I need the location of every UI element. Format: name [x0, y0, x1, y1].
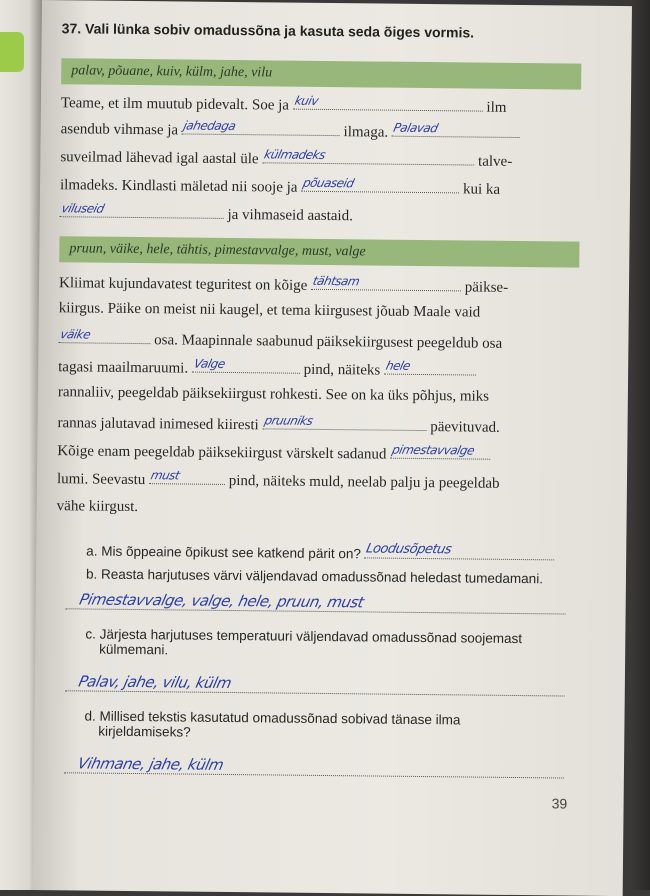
- handwritten-answer: jahedaga: [182, 118, 238, 134]
- blank-3[interactable]: [392, 122, 520, 138]
- handwritten-answer: pruuniks: [263, 413, 315, 428]
- text1-line4: ilmadeks. Kindlasti mäletad nii sooje ja põuaseid kui ka: [59, 175, 501, 198]
- answer-a[interactable]: [365, 543, 555, 560]
- text2-line4: tagasi maailmaruumi. Valge pind, näiteks hele: [58, 356, 578, 381]
- text1-line2: asendub vihmase ja jahedaga ilmaga. Palavad: [61, 118, 581, 143]
- text2-line1: Kliimat kujundavatest teguritest on kõige tähtsam päikse-: [58, 273, 509, 296]
- text1-line3: suveilmad lähevad igal aastal üle külmadeks talve-: [60, 147, 513, 170]
- answer-line-d[interactable]: [64, 750, 564, 778]
- text2-line7: Kõige enam peegeldab päiksekiirgust värskelt sadanud pimestavvalge: [57, 440, 577, 465]
- answer-line-c[interactable]: [65, 668, 565, 696]
- text2-line5: rannaliiv, peegeldab päiksekiirgust rohkesti. See on ka üks põhjus, miks: [57, 384, 490, 405]
- handwritten-answer: väike: [58, 327, 92, 342]
- green-page-tab: [0, 32, 24, 72]
- blank-5[interactable]: [301, 177, 459, 194]
- text2-line3: väike osa. Maapinnale saabunud päiksekiirgusest peegeldub osa: [58, 327, 503, 352]
- word-bank-1: palav, põuane, kuiv, külm, jahe, vilu: [61, 58, 581, 89]
- question-c: c. Järjesta harjutuses temperatuuri väljendavad omadussõnad soojemast külmemani.: [85, 626, 523, 658]
- blank-6[interactable]: [60, 202, 224, 219]
- text1-line5: viluseid ja vihmaseid aastaid.: [60, 201, 353, 225]
- question-a: a. Mis õppeaine õpikust see katkend pärit on? Loodusõpetus: [86, 540, 586, 563]
- handwritten-answer: must: [149, 468, 181, 483]
- page-number: 39: [551, 795, 568, 812]
- handwritten-answer: Palavad: [392, 120, 440, 136]
- handwritten-answer: tähtsam: [311, 273, 361, 289]
- exercise-title: 37. Vali lünka sobiv omadussõna ja kasuta seda õiges vormis.: [61, 20, 475, 41]
- handwritten-answer: kuiv: [293, 93, 320, 108]
- handwritten-answer: hele: [384, 358, 412, 373]
- handwritten-answer: pimestavvalge: [390, 442, 476, 458]
- text2-line2: kiirgus. Päike on meist nii kaugel, et tema kiirgusest jõuab Maale vaid: [58, 300, 481, 321]
- blank-9[interactable]: [192, 358, 300, 374]
- question-d: d. Millised tekstis kasutatud omadussõnad sobivad tänase ilma kirjeldamiseks?: [84, 708, 461, 740]
- blank-12[interactable]: [390, 444, 490, 460]
- handwritten-answer: Loodusõpetus: [365, 541, 454, 558]
- handwritten-answer: Pimestavvalge, valge, hele, pruun, must: [77, 590, 366, 612]
- workbook-page: [33, 0, 632, 896]
- blank-8[interactable]: [58, 328, 150, 344]
- word-bank-2: pruun, väike, hele, tähtis, pimestavvalge, must, valge: [59, 236, 579, 267]
- handwritten-answer: põuaseid: [301, 175, 356, 191]
- handwritten-answer: viluseid: [60, 201, 106, 216]
- blank-7[interactable]: [311, 275, 461, 292]
- handwritten-answer: Vihmane, jahe, külm: [76, 754, 226, 774]
- handwritten-answer: Valge: [192, 356, 227, 371]
- text2-line6: rannas jalutavad inimesed kiiresti pruuniks päevituvad.: [57, 413, 500, 436]
- question-b: b. Reasta harjutuses värvi väljendavad omadussõnad heledast tumedamani.: [85, 566, 544, 587]
- blank-2[interactable]: [182, 119, 340, 136]
- handwritten-answer: Palav, jahe, vilu, külm: [76, 672, 234, 692]
- text2-line8: lumi. Seevastu must pind, näiteks muld, neelab palju ja peegeldab: [56, 468, 500, 492]
- blank-1[interactable]: [293, 95, 483, 112]
- page-edge-shadow: [632, 0, 650, 890]
- text1-line1: Teame, et ilm muutub pidevalt. Soe ja kuiv ilm: [60, 93, 507, 116]
- blank-13[interactable]: [149, 469, 225, 485]
- blank-11[interactable]: [262, 414, 426, 431]
- text2-line9: vähe kiirgust.: [56, 498, 139, 516]
- handwritten-answer: külmadeks: [262, 147, 327, 162]
- blank-4[interactable]: [262, 148, 474, 165]
- blank-10[interactable]: [384, 360, 476, 376]
- answer-line-b[interactable]: [66, 586, 566, 614]
